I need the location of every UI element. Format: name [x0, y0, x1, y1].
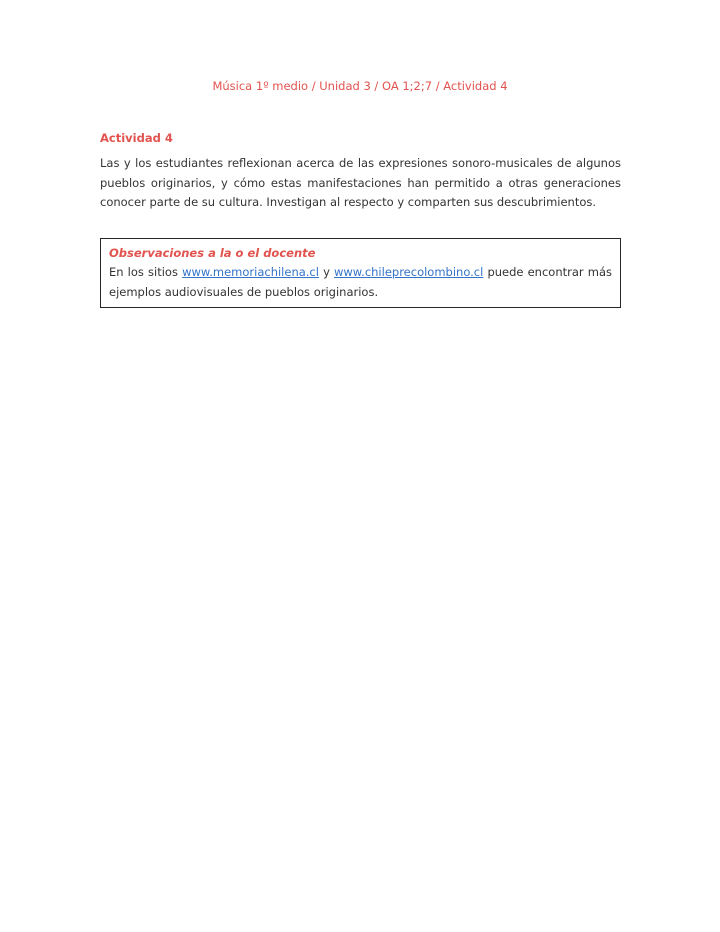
breadcrumb: Música 1º medio / Unidad 3 / OA 1;2;7 / Actividad 4 — [212, 79, 508, 93]
activity-heading: Actividad 4 — [100, 130, 173, 145]
link-chileprecolombino[interactable]: www.chileprecolombino.cl — [334, 265, 484, 279]
observations-text-suffix: puede encontrar más ejemplos audiovisuales de pueblos originarios. — [109, 265, 612, 299]
observations-text-middle: y — [318, 265, 334, 279]
observations-heading: Observaciones a la o el docente — [109, 245, 316, 260]
activity-description: Las y los estudiantes reflexionan acerca de las expresiones sonoro-musicales de algunos pueblos originarios, y cómo estas manifestaciones han permitido a otras generaciones conocer parte de su cultura. Investigan al respecto y comparten sus descubrimientos. — [100, 156, 621, 209]
observations-box — [100, 238, 621, 309]
observations-text — [109, 263, 612, 302]
observations-text-prefix: En los sitios — [109, 265, 183, 279]
link-memoriachilena[interactable]: www.memoriachilena.cl — [182, 265, 319, 279]
content-area — [100, 129, 621, 309]
